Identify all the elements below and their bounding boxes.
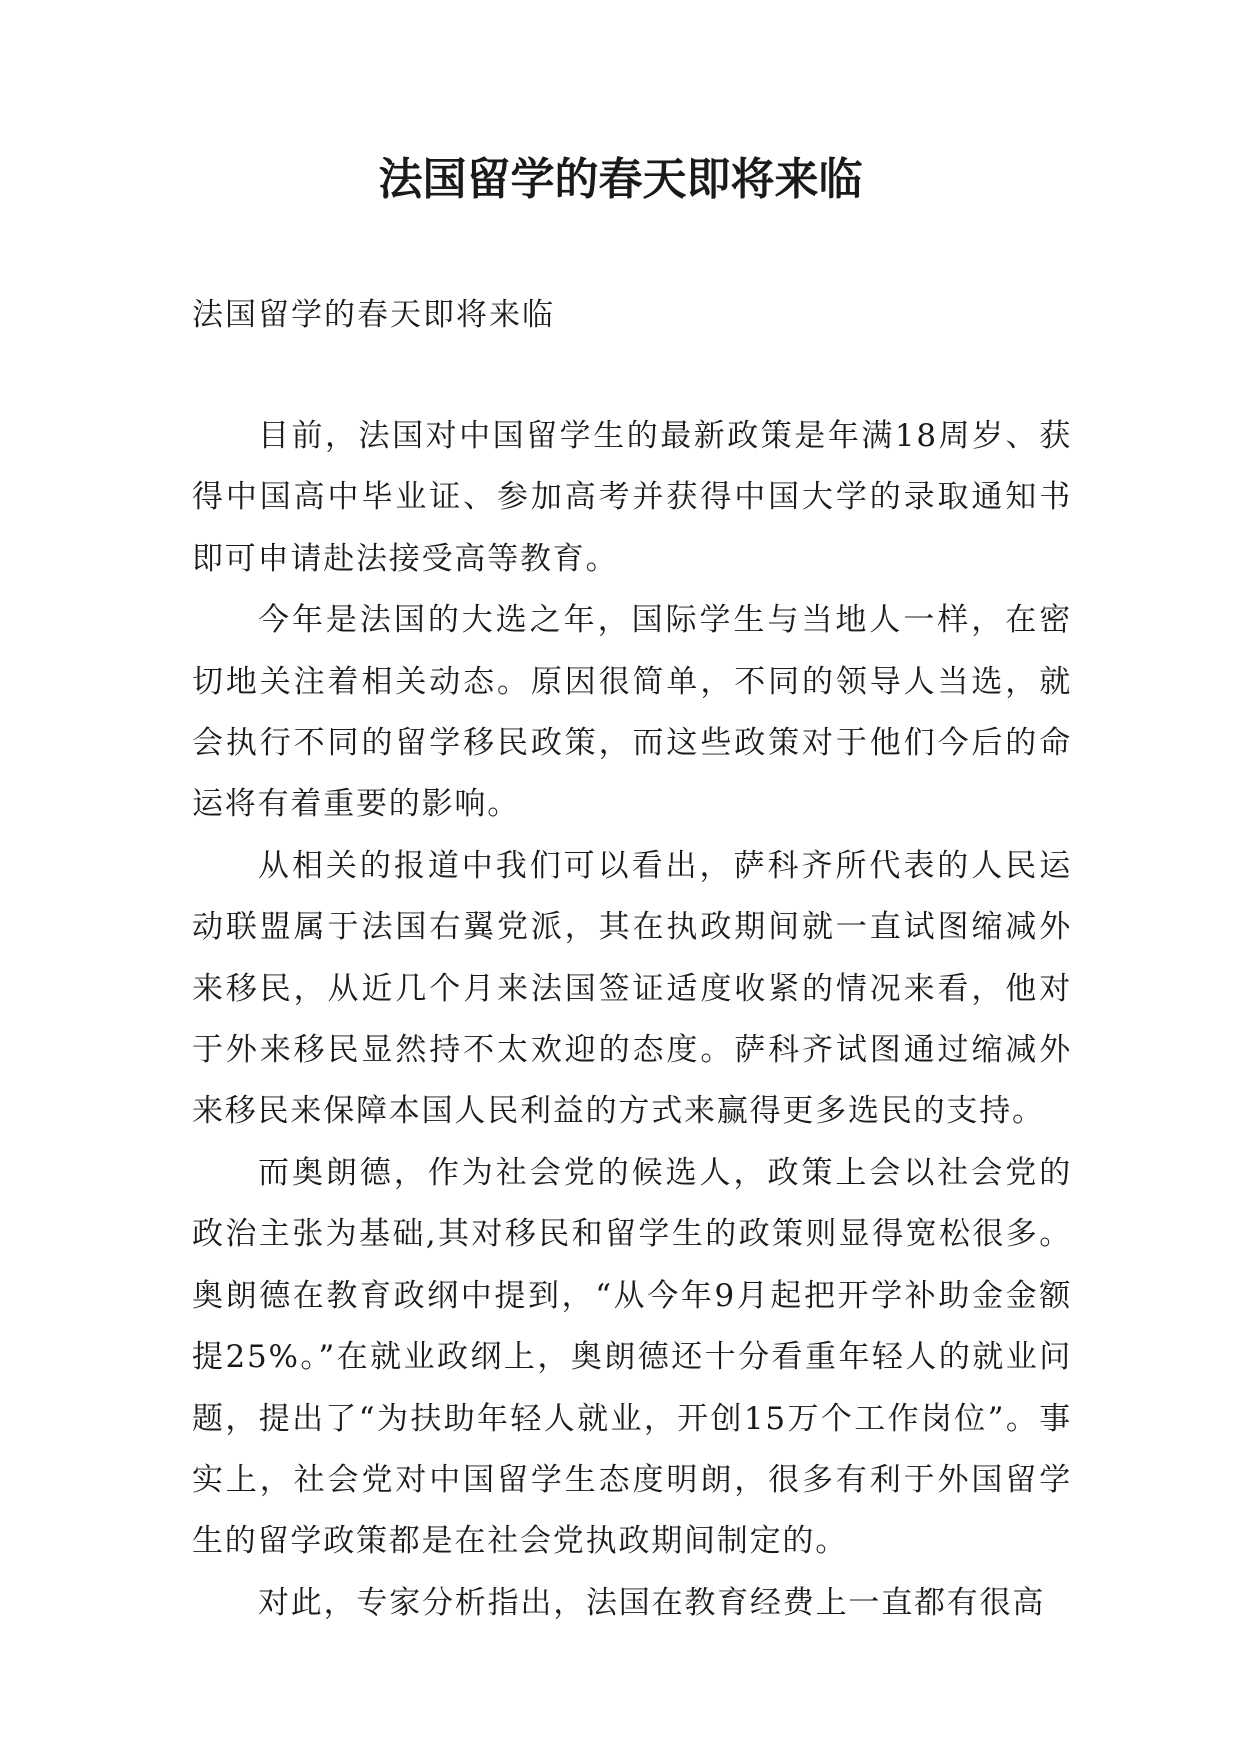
paragraph: 对此，专家分析指出，法国在教育经费上一直都有很高 (258, 1584, 1046, 1621)
document-body (192, 406, 1072, 1634)
paragraph: 而奥朗德，作为社会党的候选人，政策上会以社会党的政治主张为基础,其对移民和留学生的政策则显得宽松很多。奥朗德在教育政纲中提到，“从今年9月起把开学补助金金额提25%。”在就业政纲上，奥朗德还十分看重年轻人的就业问题，提出了“为扶助年轻人就业，开创15万个工作岗位”。事实上，社会党对中国留学生态度明朗，很多有利于外国留学生的留学政策都是在社会党执政期间制定的。 (192, 1154, 1072, 1560)
paragraph: 从相关的报道中我们可以看出，萨科齐所代表的人民运动联盟属于法国右翼党派，其在执政期间就一直试图缩减外来移民，从近几个月来法国签证适度收紧的情况来看，他对于外来移民显然持不太欢迎的态度。萨科齐试图通过缩减外来移民来保障本国人民利益的方式来赢得更多选民的支持。 (192, 847, 1072, 1130)
document-subtitle: 法国留学的春天即将来临 (192, 297, 555, 333)
paragraph: 目前，法国对中国留学生的最新政策是年满18周岁、获得中国高中毕业证、参加高考并获得中国大学的录取通知书即可申请赴法接受高等教育。 (192, 418, 1072, 577)
document-title: 法国留学的春天即将来临 (378, 154, 863, 205)
paragraph: 今年是法国的大选之年，国际学生与当地人一样，在密切地关注着相关动态。原因很简单，不同的领导人当选，就会执行不同的留学移民政策，而这些政策对于他们今后的命运将有着重要的影响。 (192, 602, 1072, 823)
